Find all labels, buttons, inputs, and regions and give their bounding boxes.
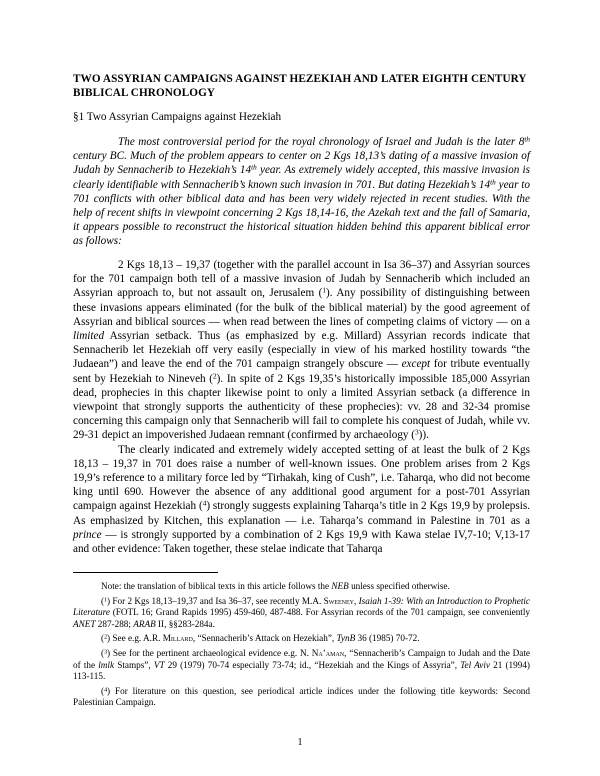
abstract-text: century BC. Much of the problem appears to center on 2 Kgs 18,13’s dating of a massive invasion of Judah by Sennacherib to Hezekiah’s 14 [73,150,530,177]
section-heading: §1 Two Assyrian Campaigns against Hezekiah [73,111,282,123]
footnote-text: unless specified otherwise. [348,581,450,591]
abbreviation: ARAB [133,618,156,629]
footnote-note [73,581,530,593]
footnote-number: 3 [104,649,108,656]
abbreviation: ANET [73,618,96,629]
body-text-run: ) strongly suggests explaining Taharqa’s title in 2 Kgs 19,9 by prolepsis. As emphasized by Kitchen, this explanation — i.e. Taharqa’s command in Palestine in 701 as a [73,500,530,527]
body-text-run: 2 Kgs 18,13 – 19,37 (together with the parallel account in Isa 36–37) and Assyrian sources for the 701 campaign both tell of a massive invasion of Judah by Sennacherib which included an Assyrian approach to, but not assault on, Jerusalem ( [73,259,530,300]
footnote-4: ($^4$) For literature on this question, see periodical article indices under the following title keywords: Second Palestinian Campaign. [73,685,530,708]
footnote-text: Stamps”, [114,659,154,670]
author-name: Sweeney [323,595,355,606]
footnote-text: , [354,595,359,606]
footnote-text: See e.g. A.R. [110,633,163,644]
body-text-run: Assyrian setback. Thus (as emphasized by e.g. Millard) Assyrian records indicate that Sennacherib let Hezekiah off very easily (especially in view of his marked hostility towards “the Judaean”) and leave the end of the 701 campaign strangely obscure — [73,330,530,371]
body-text-run: The clearly indicated and extremely widely accepted setting of at least the bulk of 2 Kgs 18,13 – 19,37 in 701 does raise a number of well-known issues. One problem arises from 2 Kgs 19,9’s reference to a military force led by “Tirhakah, king of Cush”, i.e. Taharqa, who did not become king until 690. However the absence of any additional good argument for a post-701 Assyrian campaign against Hezekiah ( [73,443,530,513]
footnote-text: For 2 Kgs 18,13–19,37 and Isa 36–37, see recently M.A. [110,595,324,606]
journal-abbreviation: VT [153,659,165,670]
body-text [73,258,530,556]
body-text-run: — is strongly supported by a combination of 2 Kgs 19,9 with Kawa stelae IV,7-10; V,13-17 and other evidence: Taken together, these stelae indicate that Taharqa [73,528,530,556]
author-name: Millard [162,633,193,644]
emphasis: lmlk [98,659,115,670]
footnote-text: For literature on this question, see periodical article indices under the following title keywords: Second Palestinian Campaign. [73,685,530,708]
footnote-ref-1: 1 [322,287,326,296]
footnote-text: 21 (1994) 113-115. [73,659,530,682]
body-paragraph-2 [73,443,530,557]
footnote-text: 36 (1985) 70-72. [355,633,420,644]
abstract-text: year. As extremely widely accepted, this massive invasion is clearly identifiable with Sennacherib’s known such invasion in 701. But dating Hezekiah’s 14 [73,164,530,191]
superscript: th [524,135,530,144]
footnote-ref-4: 4 [202,500,207,509]
footnote-1: ($^1$) For 2 Kgs 18,13–19,37 and Isa 36–37, see recently M.A. Sweeney, Isaiah 1-39: With an Introduction to Prophetic Literature (FOTL 16; Grand Rapids 1995) 459-460, 487-488. For Assyrian records of the 701 campaign, see conveniently ANET 287-288; ARAB II, §§283-284a. [73,595,531,629]
footnote-text: II, §§283-284a. [155,618,215,629]
emphasis: prince [73,528,102,541]
footnote-ref-2: 2 [213,372,217,381]
body-text-run: )). [418,429,429,442]
superscript: th [490,178,496,187]
footnote-text: , “Sennacherib’s Attack on Hezekiah”, [192,633,337,644]
footnote-separator [73,572,218,573]
abstract-text: The most controversial period for the royal chronology of Israel and Judah is the later 8 [118,136,525,148]
footnote-text: , “Sennacherib’s Campaign to Judah and the Date of the [73,647,530,670]
body-text-run: ). Any possibility of distinguishing between these invasions appears eliminated (for the bulk of the biblical material) by the good agreement of Assyrian and biblical sources — when read between the lines of competing claims of victory — on a [73,287,530,328]
footnote-number: 4 [104,687,108,694]
emphasis: limited [73,330,105,343]
emphasis: except [401,358,431,371]
book-title: Isaiah 1-39: With an Introduction to Prophetic Literature [73,595,531,618]
footnote-number: 2 [104,634,108,641]
superscript: th [251,164,257,173]
footnote-text: See for the pertinent archaeological evidence e.g. N. [110,647,312,658]
footnote-text: (FOTL 16; Grand Rapids 1995) 459-460, 487-488. For Assyrian records of the 701 campaign, see conveniently [109,607,530,618]
author-name: Na’aman [311,647,345,658]
footnote-text: 29 (1979) 70-74 especially 73-74; id., “Hezekiah and the Kings of Assyria”, [164,659,461,670]
journal-abbreviation: Tel Aviv [460,659,490,670]
body-text-run: ). In spite of 2 Kgs 19,35’s historically impossible 185,000 Assyrian dead, prophecies in this chapter likewise point to only a limited Assyrian setback (a difference in viewpoint that strongly supports the authenticity of these prophecies): vv. 28 and 32-34 promise concerning this campaign only that Sennacherib will fail to complete his conquest of Judah, while vv. 29-31 depict an impoverished Judaean remnant (confirmed by archaeology ( [73,372,530,442]
abstract-paragraph [73,135,530,249]
footnote-2: ($^2$) See e.g. A.R. Millard, “Sennacherib’s Attack on Hezekiah”, TynB 36 (1985) 70-72. [101,633,420,644]
body-text-run: for tribute eventually sent by Hezekiah to Nineveh ( [73,358,530,385]
footnotes [73,581,530,712]
footnote-text: Note: the translation of biblical texts in this article follows the [101,581,332,591]
emphasis: NEB [331,581,349,591]
abstract-text: year to 701 conflicts with other biblical data and has been very widely rejected in recent studies. With the help of recent shifts in viewpoint concerning 2 Kgs 18,14-16, the Azekah text and the fall of Samaria, it appears possible to reconstruct the historical situation hidden behind this apparent biblical error as follows: [73,178,530,248]
journal-abbreviation: TynB [336,633,356,644]
article-title: TWO ASSYRIAN CAMPAIGNS AGAINST HEZEKIAH AND LATER EIGHTH CENTURY BIBLICAL CHRONOLOGY [73,73,527,99]
footnote-number: 1 [104,596,108,603]
body-paragraph-1 [73,258,530,443]
footnote-ref-3: 3 [415,429,419,438]
footnote-text: 287-288; [95,618,134,629]
footnote-3: ($^3$) See for the pertinent archaeological evidence e.g. N. Na’aman, “Sennacherib’s Campaign to Judah and the Date of the lmlk Stamps”, VT 29 (1979) 70-74 especially 73-74; id., “Hezekiah and the Kings of Assyria”, Tel Aviv 21 (1994) 113-115. [73,647,530,682]
page-number: 1 [297,737,303,748]
